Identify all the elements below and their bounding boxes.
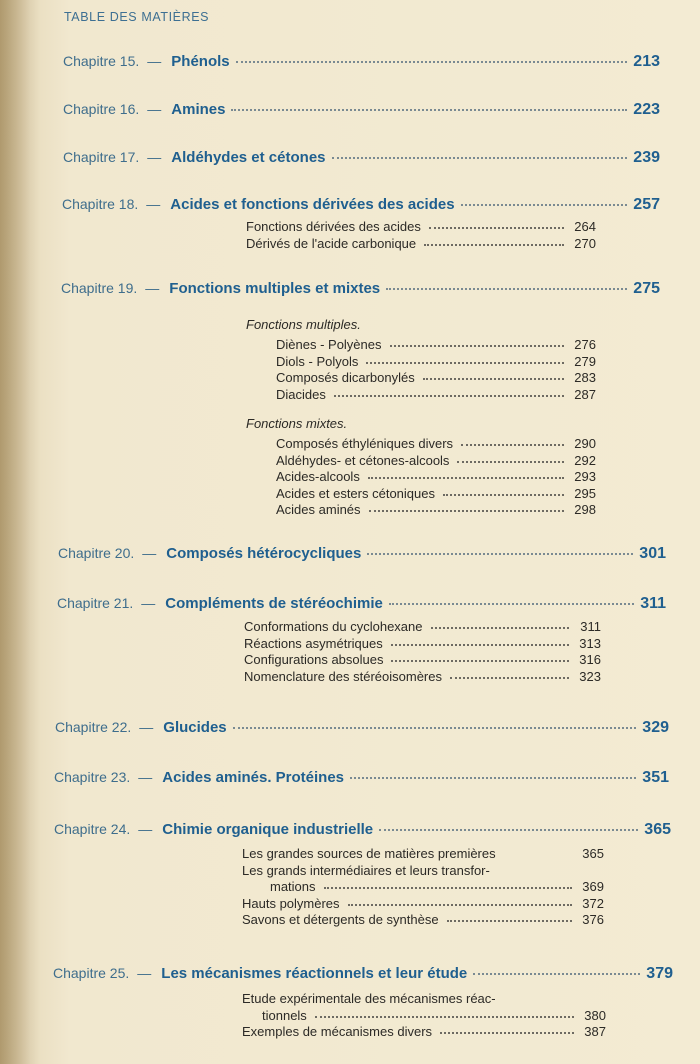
chapter-24-subsections — [242, 846, 604, 929]
chapter-dash: — — [141, 595, 156, 611]
chapter-18-entry[interactable] — [62, 193, 660, 214]
chapter-dash: — — [145, 280, 160, 296]
subsection-page: 293 — [574, 469, 596, 484]
chapter-label: Chapitre 22. — [55, 719, 132, 735]
subsection-page: 279 — [574, 353, 596, 369]
subsection-title: Composés éthyléniques divers — [276, 436, 454, 451]
chapter-21-subsections — [244, 619, 601, 685]
chapter-dash: — — [147, 101, 162, 117]
chapter-19-mixtes — [276, 436, 596, 519]
subsection-page: 313 — [579, 635, 601, 651]
dot-leader — [366, 352, 564, 364]
page-header: TABLE DES MATIÈRES — [64, 10, 210, 24]
subsection-page: 311 — [580, 619, 601, 634]
chapter-label: Chapitre 15. — [63, 53, 140, 69]
chapter-title: Aldéhydes et cétones — [171, 149, 326, 166]
chapter-label: Chapitre 16. — [63, 101, 140, 117]
chapter-24-entry[interactable] — [54, 818, 671, 839]
dot-leader — [350, 763, 636, 779]
subsection-page: 290 — [574, 436, 596, 451]
subsection-title: Composés dicarbonylés — [276, 370, 415, 385]
dot-leader — [391, 650, 569, 662]
dot-leader — [423, 368, 564, 380]
dot-leader — [450, 667, 569, 679]
chapter-25-subsections — [242, 991, 606, 1041]
subsection-page: 287 — [574, 386, 596, 402]
chapter-22-entry[interactable] — [55, 716, 669, 737]
subsection-entry[interactable] — [276, 502, 596, 519]
chapter-title: Acides aminés. Protéines — [162, 769, 345, 786]
chapter-dash: — — [142, 545, 157, 561]
dot-leader — [386, 274, 627, 290]
chapter-title: Fonctions multiples et mixtes — [169, 280, 381, 297]
dot-leader — [389, 589, 634, 605]
chapter-18-subsections — [246, 219, 596, 252]
subsection-page: 270 — [574, 235, 596, 251]
chapter-dash: — — [139, 719, 154, 735]
chapter-title: Acides et fonctions dérivées des acides — [170, 196, 455, 213]
dot-leader — [367, 539, 633, 555]
dot-leader — [332, 143, 628, 159]
chapter-label: Chapitre 18. — [62, 196, 139, 212]
subsection-title: Aldéhydes- et cétones-alcools — [276, 452, 450, 468]
chapter-page: 365 — [644, 821, 671, 838]
chapter-page: 301 — [639, 545, 666, 562]
chapter-15-entry[interactable] — [63, 50, 660, 71]
dot-leader — [379, 815, 638, 831]
chapter-21-entry[interactable] — [57, 592, 666, 613]
dot-leader — [473, 959, 640, 975]
subsection-page: 369 — [582, 879, 604, 894]
chapter-dash: — — [147, 53, 162, 69]
subsection-title: Savons et détergents de synthèse — [242, 912, 439, 927]
chapter-20-entry[interactable] — [58, 542, 666, 563]
chapter-dash: — — [146, 196, 161, 212]
chapter-label: Chapitre 25. — [53, 965, 130, 981]
chapter-23-entry[interactable] — [54, 766, 669, 787]
subsection-title: Dérivés de l'acide carbonique — [246, 235, 417, 251]
subsection-title: Configurations absolues — [244, 652, 384, 667]
subsection-title: Nomenclature des stéréoisomères — [244, 668, 442, 684]
chapter-label: Chapitre 23. — [54, 769, 131, 785]
subsection-title: Diols - Polyols — [276, 353, 359, 369]
chapter-page: 239 — [633, 149, 660, 166]
subsection-title: Fonctions dérivées des acides — [246, 219, 421, 234]
subsection-page: 372 — [582, 895, 604, 911]
subsection-entry[interactable] — [246, 236, 596, 253]
subsection-page: 365 — [582, 846, 604, 861]
chapter-title: Composés hétérocycliques — [166, 545, 362, 562]
group-title-mixtes: Fonctions mixtes. — [246, 416, 348, 431]
subsection-title: Exemples de mécanismes divers — [242, 1024, 433, 1039]
dot-leader — [457, 451, 564, 463]
subsection-page: 264 — [574, 219, 596, 234]
dot-leader — [440, 1022, 574, 1034]
chapter-19-multiples — [276, 337, 596, 403]
chapter-page: 351 — [642, 769, 669, 786]
subsection-title: Acides aminés — [276, 502, 361, 517]
dot-leader — [390, 335, 565, 347]
chapter-label: Chapitre 20. — [58, 545, 135, 561]
subsection-title: Conformations du cyclohexane — [244, 619, 423, 634]
subsection-page: 376 — [582, 912, 604, 927]
chapter-title: Chimie organique industrielle — [162, 821, 374, 838]
subsection-page: 295 — [574, 485, 596, 501]
dot-leader — [429, 217, 564, 229]
subsection-title: Réactions asymétriques — [244, 635, 383, 651]
subsection-page: 380 — [584, 1007, 606, 1023]
dot-leader — [431, 617, 570, 629]
dot-leader — [443, 484, 564, 496]
subsection-page: 316 — [579, 652, 601, 667]
dot-leader — [368, 467, 564, 479]
subsection-page: 276 — [574, 337, 596, 352]
chapter-title: Amines — [171, 101, 226, 118]
chapter-page: 311 — [640, 595, 666, 612]
subsection-entry[interactable] — [242, 846, 604, 863]
chapter-dash: — — [137, 965, 152, 981]
subsection-title: Diacides — [276, 386, 326, 402]
chapter-label: Chapitre 17. — [63, 149, 140, 165]
chapter-dash: — — [147, 149, 162, 165]
chapter-16-entry[interactable] — [63, 98, 660, 119]
subsection-page: 292 — [574, 452, 596, 468]
subsection-entry[interactable] — [276, 387, 596, 404]
group-title-multiples: Fonctions multiples. — [246, 317, 361, 332]
subsection-entry[interactable] — [242, 1024, 606, 1041]
chapter-title: Les mécanismes réactionnels et leur étude — [161, 965, 468, 982]
dot-leader — [447, 910, 572, 922]
chapter-page: 223 — [633, 101, 660, 118]
chapter-title: Compléments de stéréochimie — [165, 595, 383, 612]
dot-leader — [461, 434, 564, 446]
subsection-title: Hauts polymères — [242, 895, 340, 911]
chapter-label: Chapitre 19. — [61, 280, 138, 296]
subsection-title: Les grandes sources de matières premières — [242, 846, 496, 861]
subsection-title: Diènes - Polyènes — [276, 337, 382, 352]
chapter-label: Chapitre 24. — [54, 821, 131, 837]
chapter-page: 379 — [646, 965, 673, 982]
subsection-entry[interactable] — [242, 912, 604, 929]
subsection-page: 387 — [584, 1024, 606, 1039]
subsection-title-line: Les grands intermédiaires et leurs transfor- — [242, 862, 490, 878]
chapter-title: Phénols — [171, 53, 230, 70]
chapter-page: 275 — [633, 280, 660, 297]
subsection-entry[interactable] — [244, 669, 601, 686]
subsection-title: Acides-alcools — [276, 469, 360, 484]
chapter-dash: — — [138, 769, 153, 785]
dot-leader — [334, 385, 564, 397]
chapter-19-entry[interactable] — [61, 277, 660, 298]
subsection-title-line: Etude expérimentale des mécanismes réac- — [242, 991, 496, 1006]
dot-leader — [461, 190, 628, 206]
subsection-page: 323 — [579, 668, 601, 684]
chapter-25-entry[interactable] — [53, 962, 673, 983]
subsection-page: 298 — [574, 502, 596, 517]
dot-leader — [369, 500, 564, 512]
dot-leader — [391, 634, 569, 646]
subsection-title: tionnels — [262, 1007, 307, 1023]
chapter-page: 329 — [642, 719, 669, 736]
dot-leader — [233, 713, 637, 729]
chapter-page: 213 — [633, 53, 660, 70]
dot-leader — [348, 894, 572, 906]
dot-leader — [315, 1006, 574, 1018]
dot-leader — [231, 95, 627, 111]
dot-leader — [236, 47, 628, 63]
dot-leader — [324, 877, 572, 889]
chapter-17-entry[interactable] — [63, 146, 660, 167]
page-gutter-shadow — [0, 0, 40, 1064]
dot-leader — [424, 234, 564, 246]
chapter-label: Chapitre 21. — [57, 595, 134, 611]
subsection-title: Acides et esters cétoniques — [276, 485, 435, 501]
subsection-title: mations — [270, 879, 316, 894]
chapter-title: Glucides — [163, 719, 227, 736]
chapter-page: 257 — [633, 196, 660, 213]
subsection-page: 283 — [574, 370, 596, 385]
chapter-dash: — — [138, 821, 153, 837]
